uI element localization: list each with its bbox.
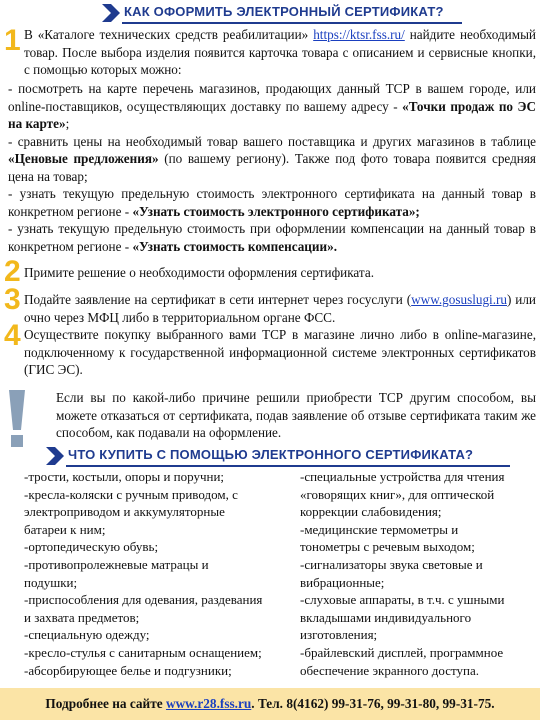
list-item: -абсорбирующее белье и подгузники;	[24, 662, 232, 678]
list-item: -медицинские термометры и	[300, 521, 459, 537]
list-item: -приспособления для одевания, раздевания	[24, 592, 263, 608]
list-item: -ортопедическую обувь;	[24, 539, 159, 555]
list-item: изготовления;	[300, 627, 378, 643]
step2-text: Примите решение о необходимости оформления сертификата.	[24, 265, 375, 280]
list-item: -брайлевский дисплей, программное	[300, 644, 504, 660]
list-item: электроприводом и аккумуляторные	[24, 504, 225, 520]
list-item: тонометры с речевым выходом;	[300, 539, 475, 555]
left-list	[24, 468, 292, 679]
list-item: -кресла-коляски с ручным приводом, с	[24, 486, 238, 502]
step1-text: В «Каталоге технических средств реабилитации» https://ktsr.fss.ru/ найдите необходимый товар. После выбора изделия появится карточка товара с описанием и сервисные кнопки, с помощью которых можно:	[24, 27, 536, 77]
section-header-how-to	[0, 2, 540, 24]
list-item: -сигнализаторы звука световые и	[300, 556, 483, 572]
list-item: подушки;	[24, 574, 78, 590]
list-item: -трости, костыли, опоры и поручни;	[24, 469, 225, 484]
step4-text: Осуществите покупку выбранного вами ТСР в магазине лично либо в online-магазине, подключенному к государственной информационной системе электронных сертификатов (ГИС ЭС).	[24, 327, 536, 377]
note-text: Если вы по какой-либо причине решили приобрести ТСР другим способом, вы можете отказаться от сертификата, подав заявление об отзыве сертификата таким же способом, как подавали на оформление.	[56, 390, 536, 440]
exclamation-icon	[6, 390, 28, 448]
step-number-2: 2	[4, 255, 21, 288]
site-link[interactable]: www.r28.fss.ru	[165, 696, 252, 711]
list-item: вибрационные;	[300, 574, 385, 590]
header-underline	[66, 465, 510, 467]
list-item: -противопролежневые матрацы и	[24, 556, 209, 572]
right-list	[300, 468, 536, 679]
section-title: КАК ОФОРМИТЬ ЭЛЕКТРОННЫЙ СЕРТИФИКАТ?	[124, 4, 444, 19]
list-item: вкладышами индивидуального	[300, 609, 472, 625]
chevron-right-icon	[100, 4, 122, 22]
list-item: и захвата предметов;	[24, 609, 140, 625]
list-item: «говорящих книг», для оптической	[300, 486, 495, 502]
header-underline	[122, 22, 462, 24]
step-number-1: 1	[4, 24, 21, 57]
list-item: -специальную одежду;	[24, 627, 150, 643]
list-item: коррекции слабовидения;	[300, 504, 442, 520]
catalog-link[interactable]: https://ktsr.fss.ru/	[313, 27, 405, 42]
list-item: батареи к ним;	[24, 521, 106, 537]
step3-text: Подайте заявление на сертификат в сети интернет через госуслуги (www.gosuslugi.ru) или очно через МФЦ либо в территориальном органе ФСС.	[24, 292, 536, 325]
step-number-4: 4	[4, 319, 21, 352]
chevron-right-icon	[44, 447, 66, 465]
list-item: -слуховые аппараты, в т.ч. с ушными	[300, 592, 505, 608]
list-item: -кресло-стулья с санитарным оснащением;	[24, 644, 262, 660]
section-header-what-to-buy	[0, 445, 540, 467]
step1-bullets: - посмотреть на карте перечень магазинов, продающих данный ТСР в вашем городе, или online-поставщиков, осуществляющих доставку по вашему адресу - «Точки продаж по ЭС на карте»; - сравнить цены на необходимый товар вашего поставщика и других магазинов в таблице «Ценовые предложения» (по вашему региону). Также под фото товара появится средняя цена на товар; - узнать текущую предельную стоимость электронного сертификата на данный товар в конкретном регионе - «Узнать стоимость электронного сертификата»; - узнать текущую предельную стоимость при оформлении компенсации на данный товар в конкретном регионе - «Узнать стоимость компенсации».	[8, 81, 536, 254]
list-item: обеспечение экранного доступа.	[300, 662, 479, 678]
section-title: ЧТО КУПИТЬ С ПОМОЩЬЮ ЭЛЕКТРОННОГО СЕРТИФИКАТА?	[68, 447, 474, 462]
gosuslugi-link[interactable]: www.gosuslugi.ru	[411, 292, 507, 307]
footer-bar: Подробнее на сайте www.r28.fss.ru. Тел. 8(4162) 99-31-76, 99-31-80, 99-31-75.	[0, 688, 540, 720]
step-number-3: 3	[4, 283, 21, 316]
list-item: -специальные устройства для чтения	[300, 469, 505, 484]
